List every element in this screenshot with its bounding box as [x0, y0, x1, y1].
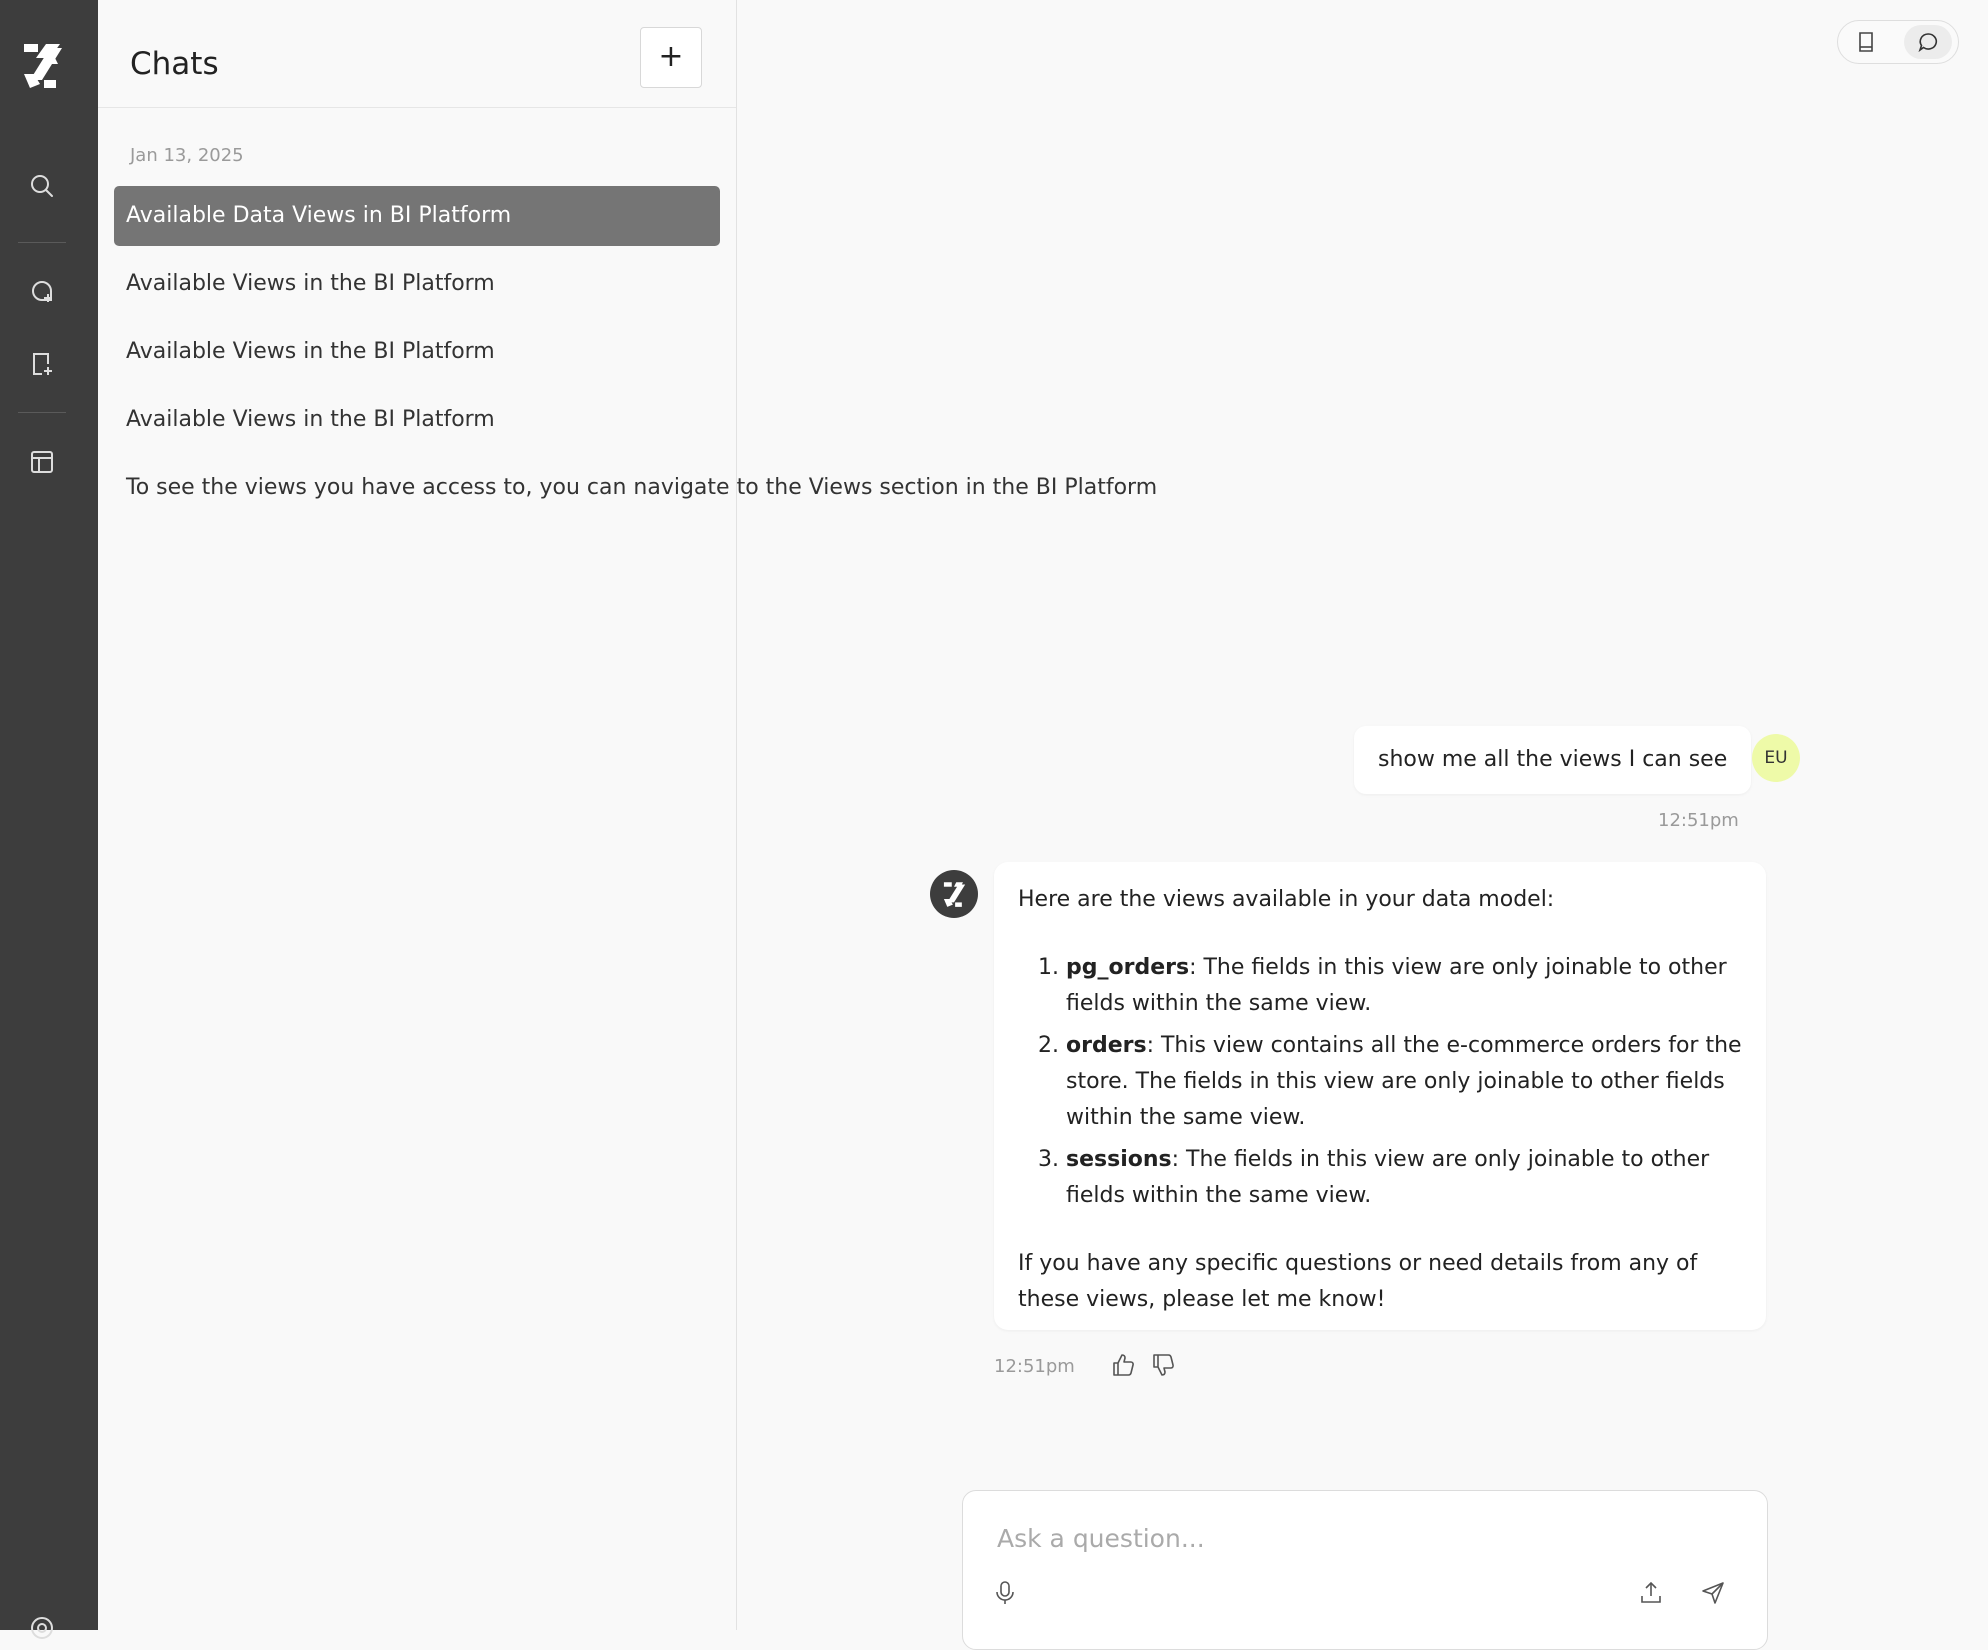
rail-divider [18, 412, 66, 413]
date-group-label: Jan 13, 2025 [130, 145, 244, 166]
list-item [1066, 950, 1742, 1022]
chat-list-item[interactable]: Available Data Views in BI Platform [114, 186, 720, 246]
user-message-time: 12:51pm [1658, 810, 1739, 831]
book-icon[interactable] [1842, 25, 1890, 59]
thumbs-up-icon[interactable] [1110, 1352, 1136, 1378]
views-list [1018, 950, 1742, 1214]
view-description: : This view contains all the e-commerce orders for the store. The fields in this view are only joinable to other fields within the same view. [1066, 1033, 1742, 1130]
view-name: orders [1066, 1033, 1147, 1058]
question-input[interactable] [995, 1513, 1739, 1563]
chats-title: Chats [130, 46, 219, 82]
user-message: show me all the views I can see [1354, 726, 1751, 794]
chat-bubble-icon[interactable] [1904, 25, 1952, 59]
upload-icon[interactable] [1637, 1579, 1665, 1607]
new-chat-icon[interactable] [28, 278, 56, 306]
assistant-outro: If you have any specific questions or need details from any of these views, please let me know! [1018, 1251, 1698, 1312]
assistant-avatar [930, 870, 978, 918]
chat-list-item[interactable]: To see the views you have access to, you can navigate to the Views section in the BI Platform [126, 475, 1158, 500]
send-icon[interactable] [1699, 1579, 1727, 1607]
view-name: pg_orders [1066, 955, 1190, 980]
new-report-icon[interactable] [28, 350, 56, 378]
settings-icon[interactable] [28, 1614, 56, 1642]
assistant-message-time: 12:51pm [994, 1356, 1075, 1377]
chats-header [98, 0, 736, 108]
chat-list-item[interactable]: Available Views in the BI Platform [126, 339, 495, 364]
layout-icon[interactable] [28, 448, 56, 476]
rail-divider [18, 242, 66, 243]
new-chat-button[interactable]: + [640, 27, 702, 88]
list-item [1066, 1142, 1742, 1214]
icon-rail [0, 0, 98, 1630]
view-name: sessions [1066, 1147, 1172, 1172]
logo-icon[interactable] [20, 40, 64, 90]
assistant-message [994, 862, 1766, 1330]
user-avatar: EU [1752, 734, 1800, 782]
view-description: : The fields in this view are only joinable to other fields within the same view. [1066, 955, 1727, 1016]
list-item [1066, 1028, 1742, 1136]
chat-list-item[interactable]: Available Views in the BI Platform [126, 407, 495, 432]
view-description: : The fields in this view are only joinable to other fields within the same view. [1066, 1147, 1710, 1208]
chat-list [114, 186, 1158, 526]
microphone-icon[interactable] [991, 1579, 1019, 1607]
search-icon[interactable] [28, 172, 56, 200]
thumbs-down-icon[interactable] [1150, 1352, 1176, 1378]
view-toggle [1837, 20, 1959, 64]
composer [962, 1490, 1768, 1650]
assistant-intro: Here are the views available in your data model: [1018, 887, 1555, 912]
chat-list-item[interactable]: Available Views in the BI Platform [126, 271, 495, 296]
